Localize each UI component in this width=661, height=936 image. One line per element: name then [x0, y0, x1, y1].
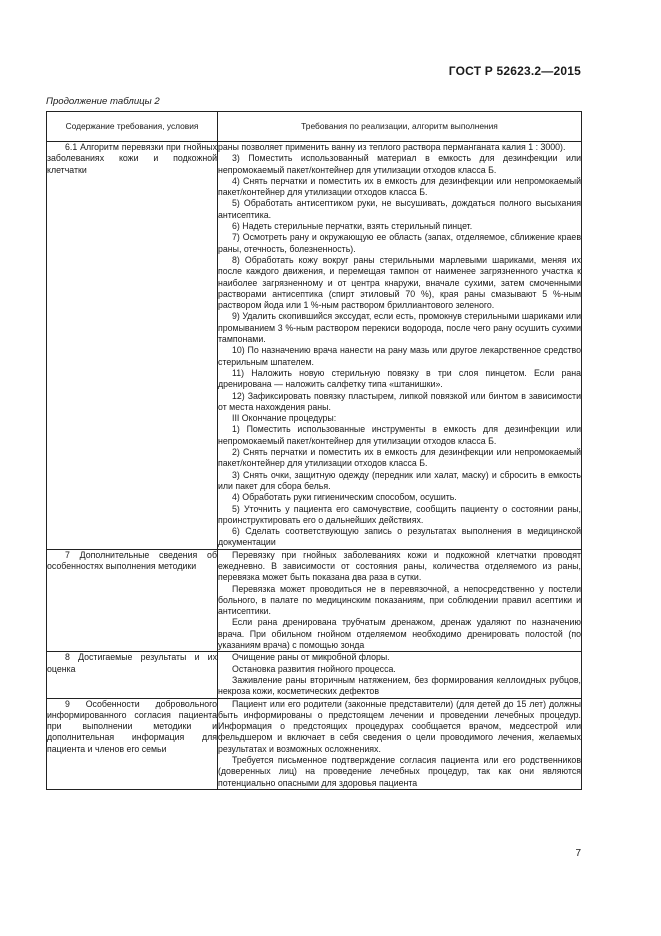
table-row: [47, 652, 582, 698]
algorithm-paragraph: Требуется письменное подтверждение согласия пациента или его родственников (доверенных лиц) на проведение лечебных процедур, так как они являются потенциально опасными для здоровья пациента: [218, 755, 581, 788]
page-number: 7: [575, 848, 581, 859]
algorithm-paragraph: Остановка развития гнойного процесса.: [232, 663, 396, 674]
algorithm-paragraph: 6) Надеть стерильные перчатки, взять стерильный пинцет.: [232, 221, 473, 232]
table-header-row: [47, 112, 582, 142]
algorithm-paragraph: 3) Снять очки, защитную одежду (передник или халат, маску) и сбросить в емкость или пакет для сбора белья.: [218, 469, 581, 491]
algorithm-paragraph: 5) Обработать антисептиком руки, не высушивать, дождаться полного высыхания антисептика.: [218, 198, 581, 220]
algorithm-paragraph: 4) Снять перчатки и поместить их в емкость для дезинфекции или непромокаемый пакет/контейнер для утилизации отходов класса Б.: [218, 175, 581, 198]
algorithm-paragraph: 4) Обработать руки гигиеническим способом, осушить.: [232, 492, 457, 503]
algorithm-paragraph: Заживление раны вторичным натяжением, без формирования келлоидных рубцов, некроза кожи, косметических дефектов: [218, 674, 581, 697]
algorithm-paragraph: 12) Зафиксировать повязку пластырем, липкой повязкой или бинтом в зависимости от места нахождения раны.: [218, 390, 581, 412]
algorithm-cell: [218, 549, 582, 652]
algorithm-paragraph: Перевязка может проводиться не в перевязочной, а непосредственно у постели больного, в палате по медицинским показаниям, при соблюдении правил асептики и антисептики.: [218, 583, 581, 617]
algorithm-paragraph: Перевязку при гнойных заболеваниях кожи и подкожной клетчатки проводят ежедневно. В зависимости от состояния раны, количества отделяемого из раны, перевязка может быть показана два раза в сутки.: [218, 549, 581, 583]
requirement-text: 7 Дополнительные сведения об особенностях выполнения методики: [47, 549, 217, 571]
algorithm-paragraph: Пациент или его родители (законные представители) (для детей до 15 лет) должны быть информированы о предстоящем лечении и проведении лечебных процедур. Информация о предстоящих процедурах сообщается врачом, медсестрой или фельдшером и включает в себя сведения о цели проводимого лечения, желаемых результатах и возможных осложнениях.: [218, 698, 581, 754]
algorithm-paragraph: 11) Наложить новую стерильную повязку в три слоя пинцетом. Если рана дренирована — наложить салфетку типа «штанишки».: [218, 367, 581, 390]
algorithm-paragraph: 2) Снять перчатки и поместить их в емкость для дезинфекции или непромокаемый пакет/контейнер для утилизации отходов класса Б.: [218, 447, 581, 469]
algorithm-paragraph: 6) Сделать соответствующую запись о результатах выполнения в медицинской документации: [218, 526, 581, 548]
algorithm-paragraph: 1) Поместить использованные инструменты в емкость для дезинфекции или непромокаемый пакет/контейнер для утилизации отходов класса Б.: [218, 424, 581, 446]
requirement-cell: [47, 698, 218, 789]
algorithm-cell: [218, 698, 582, 789]
requirement-cell: [47, 142, 218, 550]
algorithm-paragraph: раны позволяет применить ванну из теплого раствора перманганата калия 1 : 3000).: [218, 142, 566, 152]
algorithm-paragraph: 10) По назначению врача нанести на рану мазь или другое лекарственное средство стерильным шпателем.: [218, 345, 581, 367]
requirements-table: [46, 111, 582, 790]
table-row: [47, 142, 582, 550]
algorithm-cell: [218, 652, 582, 698]
requirement-text: 6.1 Алгоритм перевязки при гнойных заболеваниях кожи и подкожной клетчатки: [47, 142, 217, 175]
algorithm-paragraph: Очищение раны от микробной флоры.: [232, 652, 390, 663]
algorithm-paragraph: 9) Удалить скопившийся экссудат, если есть, промокнув стерильными шариками или промыванием 3 %-ным раствором перекиси водорода, после чего рану осушить сухими тампонами.: [218, 311, 581, 345]
algorithm-paragraph: 3) Поместить использованный материал в емкость для дезинфекции или непромокаемый пакет/контейнер для утилизации отходов класса Б.: [218, 153, 581, 175]
column-header-requirement: Содержание требования, условия: [47, 112, 218, 142]
table-caption: Продолжение таблицы 2: [46, 96, 160, 107]
requirement-text: 9 Особенности добровольного информированного согласия пациента при выполнении методики и дополнительная информация для пациента и членов его семьи: [47, 698, 217, 754]
table-row: [47, 698, 582, 789]
table-row: [47, 549, 582, 652]
requirement-cell: [47, 549, 218, 652]
algorithm-paragraph: Если рана дренирована трубчатым дренажом, дренаж удаляют по назначению врача. При обильном гнойном отделяемом необходимо дренировать полостой (по указаниям врача) с помощью зонда: [218, 617, 581, 651]
algorithm-paragraph: III Окончание процедуры:: [232, 413, 337, 424]
requirement-cell: [47, 652, 218, 698]
requirement-text: 8 Достигаемые результаты и их оценка: [47, 652, 217, 674]
table-body: [47, 142, 582, 790]
algorithm-paragraph: 8) Обработать кожу вокруг раны стерильными марлевыми шариками, меняя их после каждого движения, и перемещая тампон от наименее загрязненного участка к наиболее загрязненному и от центра кнаружи, вначале сухими, затем смоченными растворами антисептика (спирт этиловый 70 %), края раны смазывают 5 %-ным раствором йода или 1 %-ным раствором бриллиантового зеленого.: [218, 254, 581, 311]
algorithm-cell: [218, 142, 582, 550]
column-header-algorithm: Требования по реализации, алгоритм выполнения: [218, 112, 582, 142]
algorithm-paragraph: 5) Уточнить у пациента его самочувствие, сообщить пациенту о состоянии раны, проинструктировать его о дальнейших действиях.: [218, 503, 581, 525]
standard-number: ГОСТ Р 52623.2—2015: [448, 64, 581, 78]
algorithm-paragraph: 7) Осмотреть рану и окружающую ее область (запах, отделяемое, сближение краев раны, отечность, болезненность).: [218, 232, 581, 254]
